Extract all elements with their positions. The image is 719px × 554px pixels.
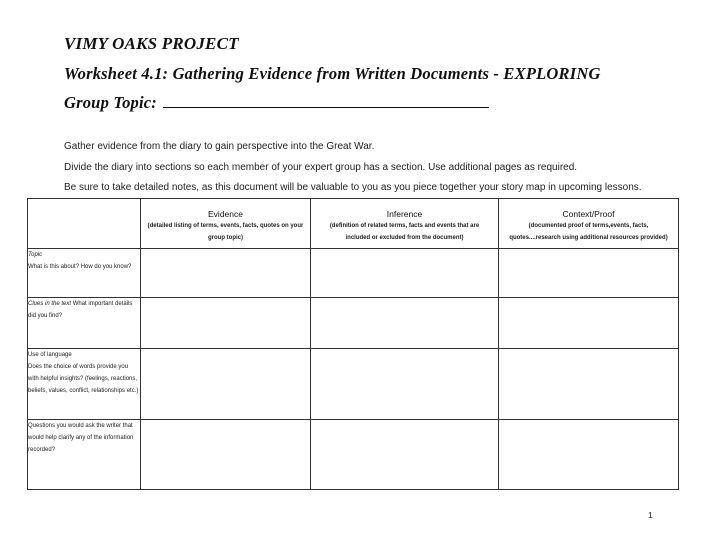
instruction-3: Be sure to take detailed notes, as this document will be valuable to you as you piece together your story map in upcoming lessons. [64, 182, 642, 193]
evidence-table [27, 198, 679, 490]
header-inference [311, 199, 499, 249]
group-topic-blank-line[interactable] [163, 93, 489, 108]
table-row [28, 249, 679, 298]
inference-cell[interactable] [311, 420, 499, 490]
evidence-cell[interactable] [141, 420, 311, 490]
row-heading: Clues in the text [28, 301, 72, 307]
column-title: Context/Proof [562, 209, 615, 219]
evidence-cell[interactable] [141, 298, 311, 349]
row-text: Questions you would ask the writer that would help clarify any of the information recorded? [28, 423, 134, 453]
row-heading: Use of language [28, 352, 72, 358]
row-heading: Topic [28, 252, 43, 258]
table-row [28, 349, 679, 420]
header-evidence [141, 199, 311, 249]
evidence-cell[interactable] [141, 349, 311, 420]
row-label-clues [28, 298, 141, 349]
table-row [28, 298, 679, 349]
row-text: Does the choice of words provide you with helpful insights? (feelings, reactions, beliefs, values, conflict, relationships etc.) [28, 364, 139, 394]
context-cell[interactable] [499, 420, 679, 490]
worksheet-title: Worksheet 4.1: Gathering Evidence from Written Documents - EXPLORING [64, 64, 601, 83]
project-title: VIMY OAKS PROJECT [64, 34, 239, 53]
inference-cell[interactable] [311, 349, 499, 420]
table-header-row [28, 199, 679, 249]
instruction-2: Divide the diary into sections so each member of your expert group has a section. Use additional pages as required. [64, 162, 578, 173]
evidence-cell[interactable] [141, 249, 311, 298]
column-title: Evidence [208, 209, 243, 219]
inference-cell[interactable] [311, 298, 499, 349]
group-topic [64, 93, 489, 113]
context-cell[interactable] [499, 298, 679, 349]
page-number: 1 [648, 510, 653, 520]
column-subtitle: (definition of related terms, facts and events that are included or excluded from the document) [329, 223, 480, 241]
column-subtitle: (detailed listing of terms, events, facts, quotes on your group topic) [147, 223, 304, 241]
context-cell[interactable] [499, 349, 679, 420]
table-row [28, 420, 679, 490]
inference-cell[interactable] [311, 249, 499, 298]
row-text: What is this about? How do you know? [28, 264, 132, 270]
row-label-topic [28, 249, 141, 298]
header-context-proof [499, 199, 679, 249]
column-subtitle: (documented proof of terms,events, facts, quotes....research using additional resources provided) [509, 223, 668, 241]
header-cell-empty [28, 199, 141, 249]
context-cell[interactable] [499, 249, 679, 298]
row-label-questions [28, 420, 141, 490]
row-label-language [28, 349, 141, 420]
instruction-1: Gather evidence from the diary to gain perspective into the Great War. [64, 141, 375, 152]
group-topic-label: Group Topic: [64, 93, 158, 112]
row-text: What important details did you find? [28, 301, 133, 319]
column-title: Inference [386, 209, 423, 219]
